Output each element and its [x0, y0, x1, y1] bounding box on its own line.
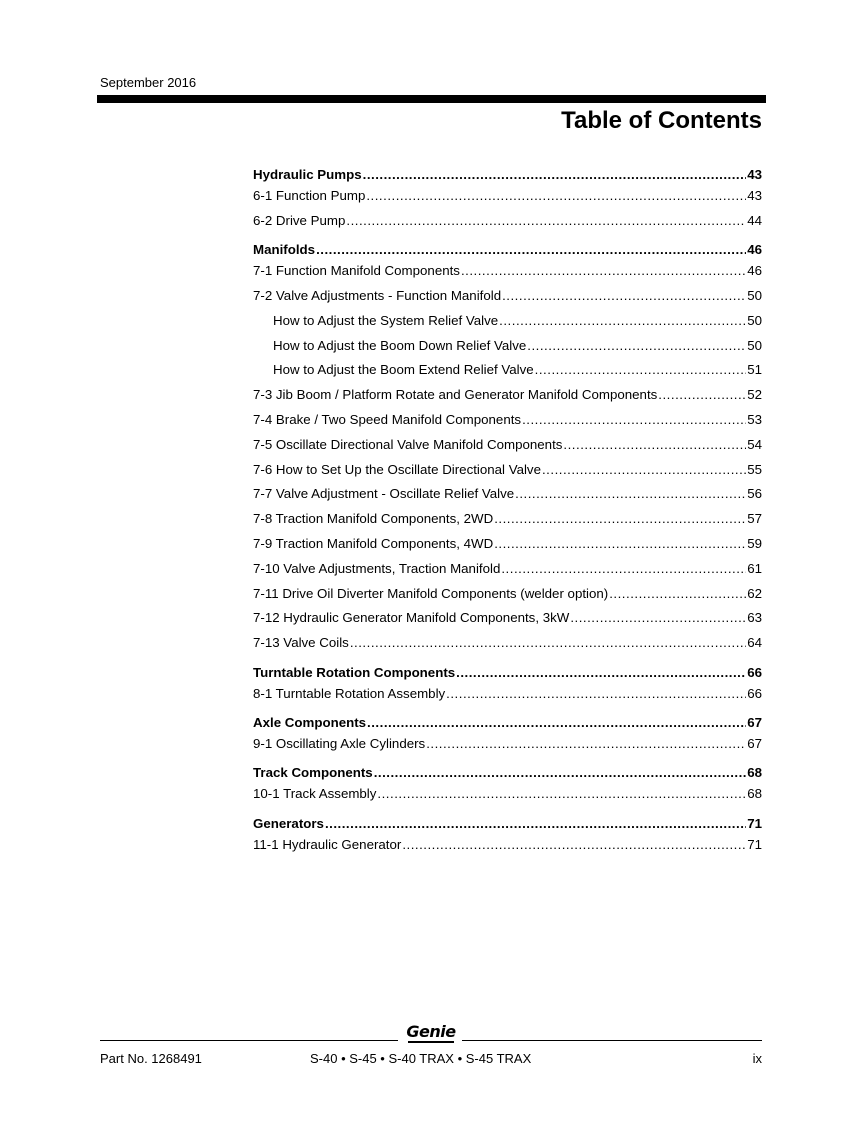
- toc-dot-leader: [402, 836, 746, 854]
- toc-entry-page: 56: [747, 486, 762, 502]
- genie-logo-underline: [408, 1041, 454, 1043]
- toc-dot-leader: [446, 685, 746, 703]
- toc-entry[interactable]: [253, 411, 762, 436]
- toc-entry-page: 57: [747, 511, 762, 527]
- toc-entry-label: Manifolds: [253, 242, 316, 258]
- toc-entry-page: 50: [747, 287, 762, 303]
- toc-dot-leader: [426, 735, 746, 753]
- toc-entry[interactable]: [253, 785, 762, 810]
- toc-entry-page: 67: [747, 714, 762, 730]
- toc-entry-label: 7-7 Valve Adjustment - Oscillate Relief Valve: [253, 486, 515, 502]
- toc-entry[interactable]: [253, 187, 762, 212]
- toc-entry-label: How to Adjust the Boom Down Relief Valve: [273, 337, 527, 353]
- toc-entry[interactable]: [253, 634, 762, 659]
- toc-entry-page: 67: [747, 735, 762, 751]
- toc-dot-leader: [499, 312, 746, 330]
- toc-entry[interactable]: [253, 685, 762, 710]
- toc-dot-leader: [522, 411, 746, 429]
- toc-dot-leader: [377, 785, 746, 803]
- toc-entry-page: 71: [747, 836, 762, 852]
- toc-dot-leader: [461, 262, 746, 280]
- toc-entry-label: Turntable Rotation Components: [253, 664, 456, 680]
- toc-dot-leader: [316, 241, 746, 259]
- page-title: Table of Contents: [561, 107, 762, 134]
- toc-entry-label: 8-1 Turntable Rotation Assembly: [253, 685, 446, 701]
- table-of-contents: [253, 166, 762, 861]
- toc-entry-label: 6-2 Drive Pump: [253, 212, 346, 228]
- toc-entry-page: 55: [747, 461, 762, 477]
- toc-dot-leader: [366, 187, 746, 205]
- footer-rule-right: [462, 1040, 762, 1041]
- toc-entry-page: 51: [747, 362, 762, 378]
- toc-dot-leader: [456, 664, 746, 682]
- toc-section-entry[interactable]: [253, 764, 762, 785]
- toc-entry-page: 71: [747, 815, 762, 831]
- toc-entry-page: 46: [747, 242, 762, 258]
- toc-dot-leader: [350, 634, 746, 652]
- toc-entry-page: 52: [747, 387, 762, 403]
- toc-section-entry[interactable]: [253, 664, 762, 685]
- toc-dot-leader: [515, 485, 746, 503]
- toc-entry-label: 7-2 Valve Adjustments - Function Manifold: [253, 287, 502, 303]
- toc-entry-page: 50: [747, 337, 762, 353]
- toc-entry[interactable]: [253, 461, 762, 486]
- toc-entry-label: 7-10 Valve Adjustments, Traction Manifold: [253, 560, 501, 576]
- toc-dot-leader: [363, 166, 747, 184]
- toc-entry[interactable]: [253, 312, 762, 337]
- toc-entry-label: 7-11 Drive Oil Diverter Manifold Components (welder option): [253, 585, 609, 601]
- toc-entry-label: 9-1 Oscillating Axle Cylinders: [253, 735, 426, 751]
- toc-entry-label: How to Adjust the System Relief Valve: [273, 312, 499, 328]
- toc-dot-leader: [609, 585, 746, 603]
- toc-entry-label: 7-12 Hydraulic Generator Manifold Components, 3kW: [253, 610, 570, 626]
- toc-entry-page: 66: [747, 664, 762, 680]
- toc-section-entry[interactable]: [253, 166, 762, 187]
- toc-entry[interactable]: [253, 485, 762, 510]
- toc-entry[interactable]: [253, 262, 762, 287]
- toc-entry-label: Hydraulic Pumps: [253, 167, 362, 182]
- toc-entry-label: 7-13 Valve Coils: [253, 635, 349, 651]
- footer-page-number: ix: [752, 1051, 762, 1066]
- toc-entry[interactable]: [253, 287, 762, 312]
- toc-entry[interactable]: [253, 609, 762, 634]
- toc-entry[interactable]: [253, 436, 762, 461]
- toc-entry-label: 7-3 Jib Boom / Platform Rotate and Generator Manifold Components: [253, 387, 658, 403]
- toc-dot-leader: [502, 287, 746, 305]
- toc-entry-label: 11-1 Hydraulic Generator: [253, 836, 402, 852]
- toc-section-entry[interactable]: [253, 815, 762, 836]
- toc-entry-page: 44: [747, 212, 762, 228]
- header-rule: [97, 95, 766, 103]
- toc-dot-leader: [367, 714, 746, 732]
- toc-entry-label: 7-9 Traction Manifold Components, 4WD: [253, 535, 494, 551]
- toc-entry-label: 6-1 Function Pump: [253, 188, 366, 203]
- toc-entry-label: 7-6 How to Set Up the Oscillate Directional Valve: [253, 461, 541, 477]
- toc-entry[interactable]: [253, 585, 762, 610]
- toc-entry-page: 63: [747, 610, 762, 626]
- toc-entry-label: 10-1 Track Assembly: [253, 786, 377, 802]
- toc-entry-page: 53: [747, 411, 762, 427]
- toc-entry-label: 7-1 Function Manifold Components: [253, 263, 460, 279]
- toc-dot-leader: [535, 361, 747, 379]
- toc-entry-label: Track Components: [253, 765, 373, 781]
- toc-entry[interactable]: [253, 337, 762, 362]
- toc-entry[interactable]: [253, 510, 762, 535]
- toc-dot-leader: [542, 461, 746, 479]
- toc-entry-page: 46: [747, 263, 762, 279]
- toc-entry-page: 66: [747, 685, 762, 701]
- toc-entry-page: 61: [747, 560, 762, 576]
- toc-entry-label: How to Adjust the Boom Extend Relief Valve: [273, 362, 534, 378]
- toc-entry-page: 64: [747, 635, 762, 651]
- toc-entry-page: 43: [747, 167, 762, 182]
- toc-entry-label: Generators: [253, 815, 324, 831]
- toc-entry-label: 7-5 Oscillate Directional Valve Manifold Components: [253, 436, 563, 452]
- toc-entry-page: 68: [747, 786, 762, 802]
- toc-section-entry[interactable]: [253, 241, 762, 262]
- toc-dot-leader: [325, 815, 746, 833]
- header-date: September 2016: [100, 75, 197, 90]
- toc-entry[interactable]: [253, 535, 762, 560]
- toc-dot-leader: [658, 386, 746, 404]
- toc-dot-leader: [494, 510, 746, 528]
- toc-entry[interactable]: [253, 735, 762, 760]
- toc-dot-leader: [346, 212, 746, 230]
- toc-dot-leader: [501, 560, 746, 578]
- toc-entry-page: 68: [747, 765, 762, 781]
- toc-entry-page: 59: [747, 535, 762, 551]
- toc-dot-leader: [563, 436, 746, 454]
- toc-entry[interactable]: [253, 386, 762, 411]
- toc-entry[interactable]: [253, 560, 762, 585]
- toc-entry[interactable]: [253, 836, 762, 861]
- toc-entry[interactable]: [253, 361, 762, 386]
- toc-entry-label: Axle Components: [253, 714, 367, 730]
- toc-entry-page: 54: [747, 436, 762, 452]
- toc-section-entry[interactable]: [253, 714, 762, 735]
- toc-dot-leader: [570, 609, 746, 627]
- toc-dot-leader: [527, 337, 746, 355]
- genie-logo: [404, 1024, 458, 1046]
- toc-entry[interactable]: [253, 212, 762, 237]
- footer-part-number: Part No. 1268491: [100, 1051, 202, 1066]
- toc-entry-page: 62: [747, 585, 762, 601]
- footer-rule-left: [100, 1040, 398, 1041]
- toc-dot-leader: [374, 764, 747, 782]
- toc-entry-page: 43: [747, 188, 762, 203]
- toc-entry-label: 7-8 Traction Manifold Components, 2WD: [253, 511, 494, 527]
- toc-dot-leader: [494, 535, 746, 553]
- footer-models: S-40 • S-45 • S-40 TRAX • S-45 TRAX: [310, 1051, 532, 1066]
- toc-entry-page: 50: [747, 312, 762, 328]
- toc-entry-label: 7-4 Brake / Two Speed Manifold Components: [253, 411, 522, 427]
- genie-logo-text: Genie: [406, 1022, 456, 1041]
